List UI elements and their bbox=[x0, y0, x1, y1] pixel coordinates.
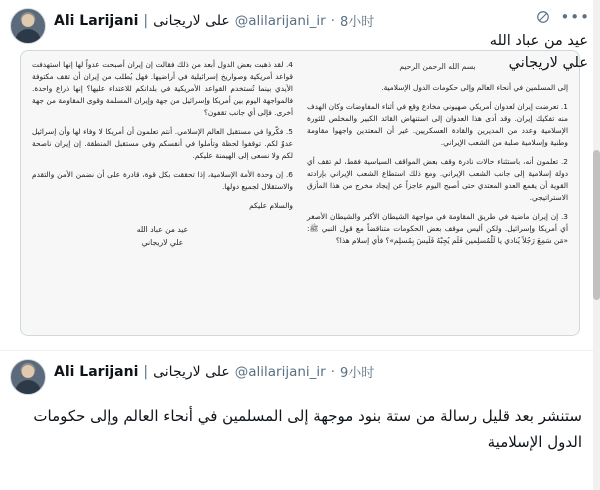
signature-line-1: عيد من عباد الله bbox=[136, 224, 189, 234]
avatar-body bbox=[15, 29, 41, 44]
vertical-scrollbar[interactable] bbox=[593, 0, 600, 490]
tweet-timestamp[interactable]: 9小时 bbox=[340, 366, 375, 381]
top-right-line-1: عيد من عباد الله bbox=[489, 33, 588, 49]
author-handle[interactable]: @alilarijani_ir bbox=[234, 12, 326, 29]
document-column-right bbox=[302, 59, 573, 329]
tweet2-text: ستنشر بعد قليل رسالة من ستة بنود موجهة إلى المسلمين في أنحاء العالم وإلى حكومات الدول الإسلامية bbox=[33, 407, 582, 452]
document-paragraph-4: 4. لقد ذهبت بعض الدول أبعد من ذلك فقالت إن إيران أصبحت عدواً لها إنها استهدفت قواعد أمريكية وصواريخ إسرائيلية في أراضيها. فهل يُطلب من إيران أن تقف مكتوفة الأيدي بينما تُستخدم القواعد الأمريكية في بلدانكم للاعتداء عليها؟ إنها ذراع واحدة. فالمواجهة اليوم بين أمريكا وإسرائيل من جهة وإيران المسلمة وقوى المقاومة من جهة أخرى. فإلى أي جانب تقفون؟ bbox=[32, 60, 293, 117]
name-separator: | bbox=[143, 363, 149, 380]
tweet-top-right-text bbox=[490, 30, 588, 75]
scrollbar-thumb[interactable] bbox=[593, 150, 600, 300]
document-paragraph-3: 3. إن إيران ماضية في طريق المقاومة في مواجهة الشيطان الأكبر والشيطان الأصغر أي أمريكا وإسرائيل. ولكن أليس موقف بعض الحكومات متناقضاً مع قول النبي ﷺ: «مَن سَمِعَ رَجُلاً يُنادي يا لَلْمُسلِمين فَلَم يُجِبْهُ فَلَيسَ بِمُسلِم»؟ فأي إسلام هذا؟ bbox=[307, 212, 568, 246]
document-paragraph-6: 6. إن وحدة الأمة الإسلامية، إذا تحققت بكل قوة، قادرة على أن نضمن الأمن والتقدم والاستقلال لجميع دولها. bbox=[32, 169, 293, 191]
avatar[interactable] bbox=[10, 359, 46, 395]
author-display-name[interactable]: Ali Larijani bbox=[54, 12, 139, 29]
tweet2-header bbox=[10, 359, 590, 395]
avatar-face bbox=[22, 365, 35, 378]
avatar[interactable] bbox=[10, 8, 46, 44]
name-separator: | bbox=[143, 12, 149, 29]
mute-icon[interactable] bbox=[536, 10, 550, 24]
document-intro: إلى المسلمين في أنحاء العالم وإلى حكومات الدول الإسلامية. bbox=[381, 83, 568, 93]
tweet-author-line bbox=[54, 8, 528, 30]
meta-dot: · bbox=[330, 12, 336, 29]
document-column-left bbox=[27, 59, 298, 329]
author-arabic-name[interactable]: على لاريجانى bbox=[153, 363, 230, 380]
tweet-image-document[interactable] bbox=[20, 50, 580, 336]
document-bismillah: بسم الله الرحمن الرحيم bbox=[399, 62, 476, 71]
tweet-secondary bbox=[0, 351, 600, 466]
document-paragraph-1: 1. تعرضت إيران لعدوان أمريكي صهيوني مخادع وقع في أثناء المفاوضات وكان الهدف منه تفكيك إيران. وقد أدى هذا العدوان إلى استنهاض القائد الكبير والمخلص للثورة الإسلامية وعدد من المديرين والقادة العسكريين. غير أن المعتدين واجهوا مقاومة وطنية وإسلامية صلبة من الشعب الإيراني. bbox=[307, 102, 568, 148]
top-right-line-2: علي لاريجاني bbox=[508, 55, 588, 72]
avatar-face bbox=[22, 14, 35, 27]
author-handle[interactable]: @alilarijani_ir bbox=[234, 363, 326, 380]
document-signature bbox=[32, 224, 293, 250]
document-closing: والسلام عليكم bbox=[249, 200, 293, 210]
author-display-name[interactable]: Ali Larijani bbox=[54, 363, 139, 380]
document-paragraph-5: 5. فكّروا في مستقبل العالم الإسلامي. أنتم تعلمون أن أمريكا لا وفاء لها وأن إسرائيل عدوٌ لكم. توقفوا لحظة وتأملوا في أنفسكم وفي مستقبل المنطقة. إن إيران ناصحة لكم ولا نسعى إلى الهيمنة عليكم. bbox=[32, 126, 293, 160]
tweet-header-actions bbox=[536, 8, 590, 24]
more-icon[interactable]: ••• bbox=[560, 8, 590, 26]
author-arabic-name[interactable]: على لاريجانى bbox=[153, 12, 230, 29]
tweet2-author-line bbox=[54, 359, 590, 381]
signature-line-2: علي لاريجاني bbox=[141, 237, 184, 247]
document-paragraph-2: 2. تعلمون أنه، باستثناء حالات نادرة وقف بعض المواقف السياسية فقط، لم تقف أي دولة إسلامية إلى جانب الشعب الإيراني. ومع ذلك استطاع الشعب الإيراني بإرادته القوية أن يقمع العدو المعتدي حتى أصبح اليوم عاجزاً عن إيجاد مخرج من هذا المأزق الاستراتيجي. bbox=[307, 157, 568, 203]
avatar-body bbox=[15, 380, 41, 395]
meta-dot: · bbox=[330, 363, 336, 380]
tweet-timestamp[interactable]: 8小时 bbox=[340, 15, 375, 30]
